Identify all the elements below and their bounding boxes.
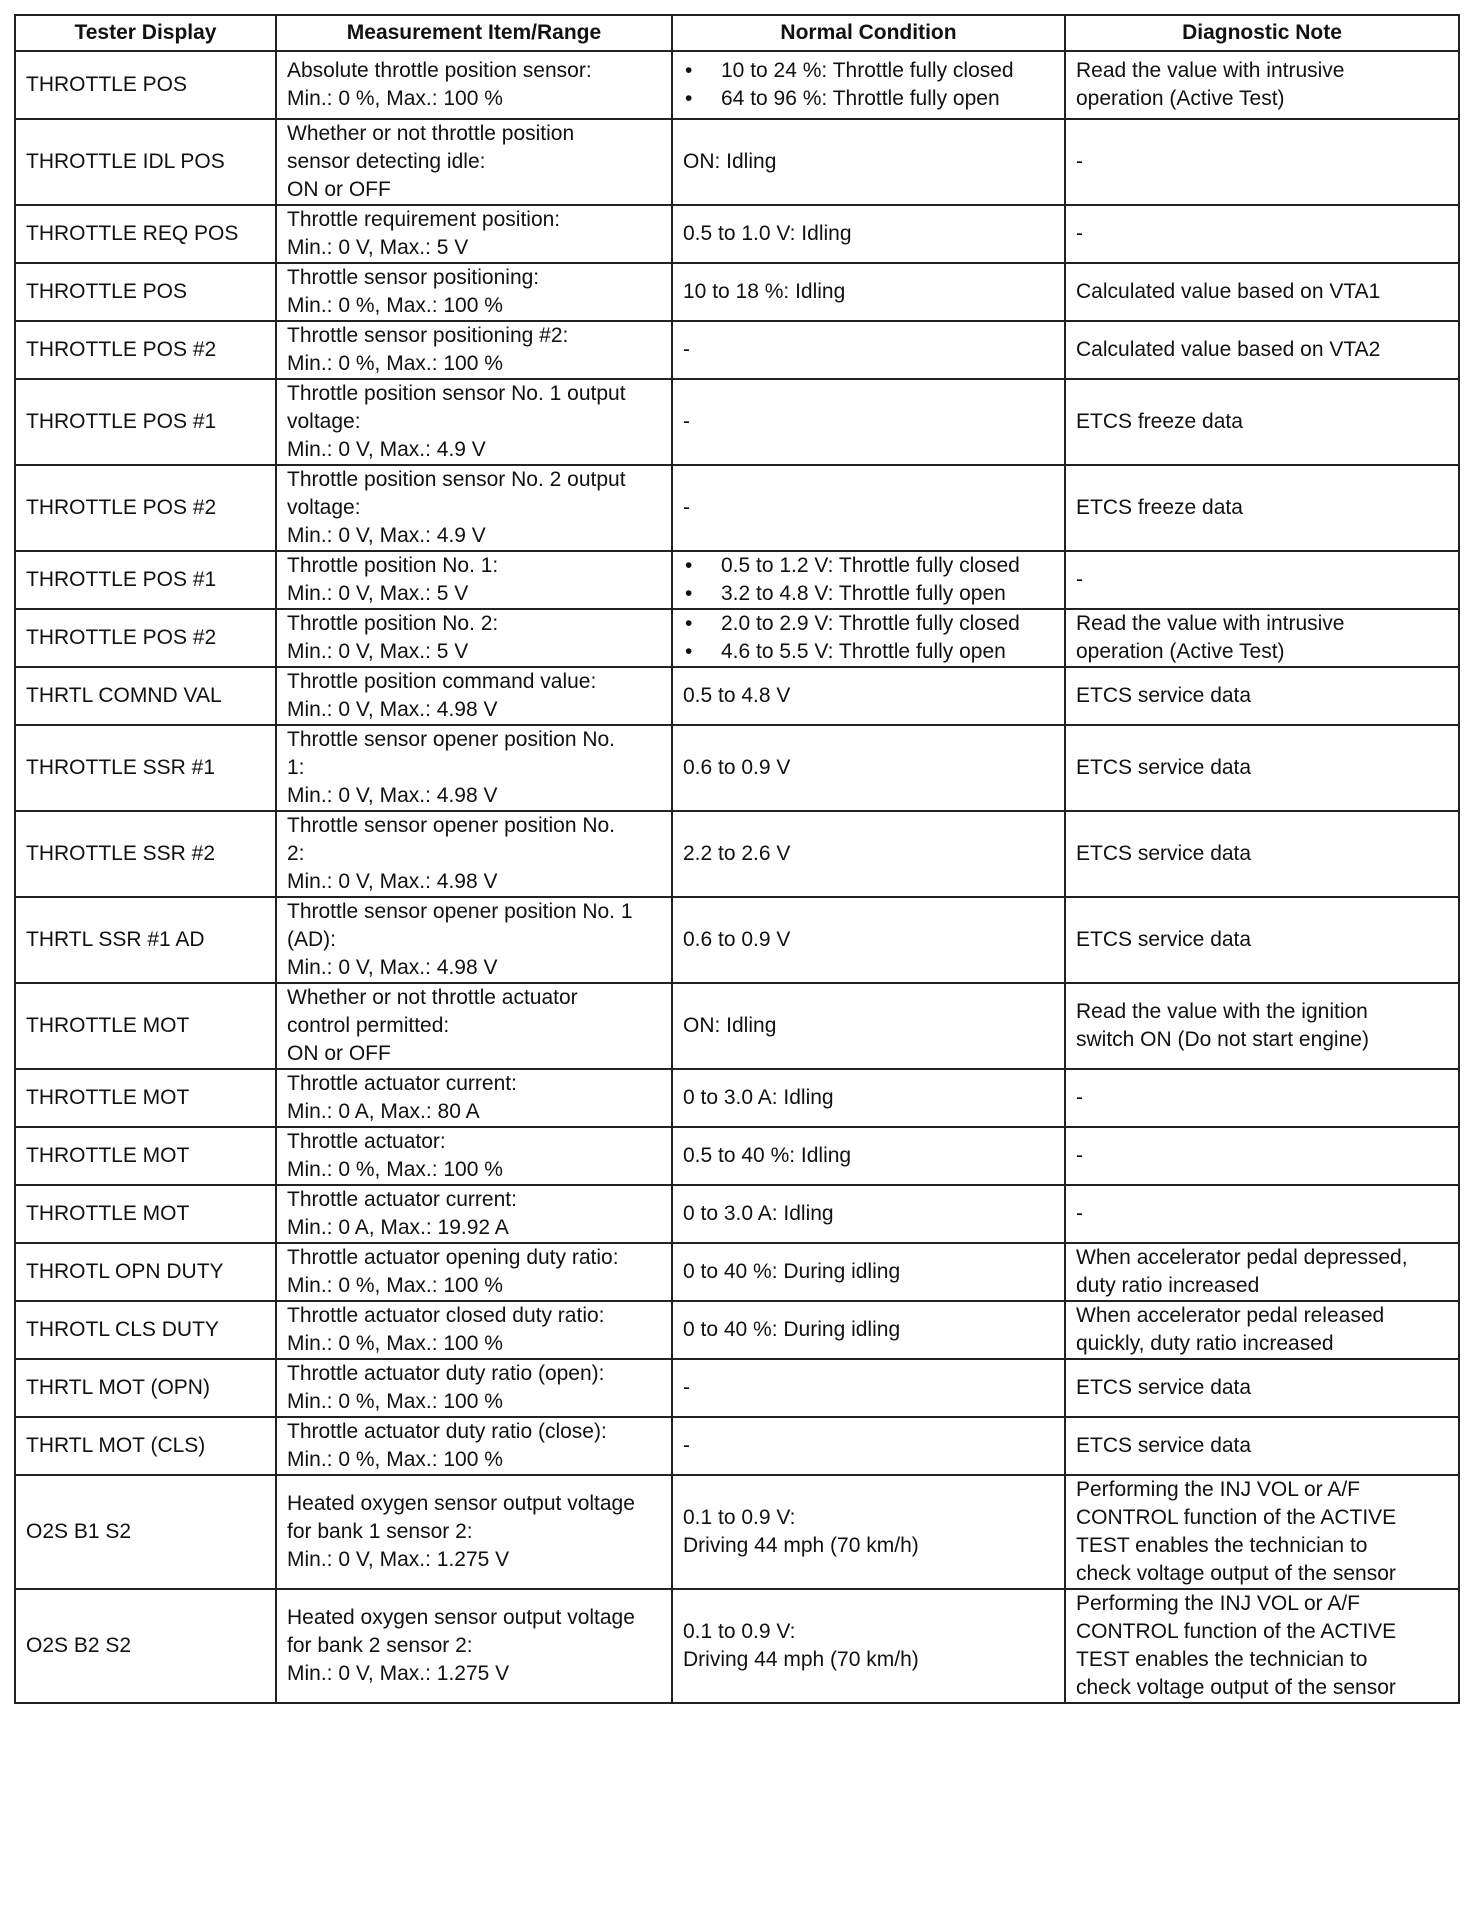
measurement-item-cell — [276, 51, 672, 119]
measurement-item-line: Absolute throttle position sensor: — [287, 59, 592, 82]
table-row — [15, 667, 1459, 725]
normal-condition-line: 0.5 to 40 %: Idling — [683, 1144, 852, 1167]
measurement-item-line: Throttle sensor opener position No. — [287, 814, 616, 837]
normal-condition-line: 10 to 18 %: Idling — [683, 280, 846, 303]
measurement-item-line: for bank 1 sensor 2: — [287, 1520, 473, 1543]
table-row — [15, 51, 1459, 119]
normal-condition-bullet: • 2.0 to 2.9 V: Throttle fully closed — [683, 610, 1054, 638]
normal-condition-line: Driving 44 mph (70 km/h) — [683, 1648, 919, 1671]
tester-display-cell: O2S B2 S2 — [15, 1589, 276, 1703]
table-row — [15, 725, 1459, 811]
diagnostic-note-line: - — [1076, 222, 1083, 245]
diagnostic-note-cell — [1065, 1301, 1459, 1359]
diagnostic-note-cell — [1065, 667, 1459, 725]
normal-condition-line: - — [683, 1376, 690, 1399]
diagnostic-note-line: ETCS service data — [1076, 1376, 1252, 1399]
normal-condition-bullet: • 3.2 to 4.8 V: Throttle fully open — [683, 580, 1054, 608]
normal-condition-cell — [672, 1185, 1065, 1243]
diagnostic-note-line: - — [1076, 150, 1083, 173]
measurement-item-cell — [276, 1243, 672, 1301]
measurement-item-line: Throttle position No. 2: — [287, 612, 499, 635]
normal-condition-cell — [672, 983, 1065, 1069]
diagnostic-note-line: CONTROL function of the ACTIVE — [1076, 1506, 1397, 1529]
measurement-item-line: ON or OFF — [287, 178, 391, 201]
measurement-item-line: Heated oxygen sensor output voltage — [287, 1492, 635, 1515]
header-normal-condition: Normal Condition — [672, 15, 1065, 51]
diagnostic-note-cell — [1065, 51, 1459, 119]
normal-condition-bullet-list — [683, 552, 1054, 608]
diagnostic-note-line: - — [1076, 568, 1083, 591]
normal-condition-bullet-list — [683, 610, 1054, 666]
measurement-item-line: Throttle sensor positioning #2: — [287, 324, 569, 347]
data-table-container — [14, 14, 1458, 1704]
measurement-item-line: Min.: 0 V, Max.: 1.275 V — [287, 1548, 510, 1571]
measurement-item-line: voltage: — [287, 496, 361, 519]
header-measurement-item: Measurement Item/Range — [276, 15, 672, 51]
tester-display-cell: THROTTLE SSR #2 — [15, 811, 276, 897]
diagnostic-note-line: ETCS service data — [1076, 684, 1252, 707]
normal-condition-cell — [672, 119, 1065, 205]
diagnostic-note-line: ETCS service data — [1076, 842, 1252, 865]
measurement-item-line: Min.: 0 A, Max.: 80 A — [287, 1100, 480, 1123]
measurement-item-line: Min.: 0 V, Max.: 4.9 V — [287, 438, 486, 461]
normal-condition-cell — [672, 1359, 1065, 1417]
diagnostic-note-line: switch ON (Do not start engine) — [1076, 1028, 1369, 1051]
diagnostic-note-cell — [1065, 263, 1459, 321]
tester-display-cell: THROTL OPN DUTY — [15, 1243, 276, 1301]
diagnostic-note-line: ETCS freeze data — [1076, 496, 1243, 519]
header-diagnostic-note: Diagnostic Note — [1065, 15, 1459, 51]
measurement-item-cell — [276, 811, 672, 897]
measurement-item-line: Min.: 0 %, Max.: 100 % — [287, 1448, 503, 1471]
measurement-item-line: Min.: 0 A, Max.: 19.92 A — [287, 1216, 509, 1239]
tester-display-cell: THROTTLE POS #2 — [15, 609, 276, 667]
measurement-item-cell — [276, 1589, 672, 1703]
normal-condition-line: 0.5 to 1.0 V: Idling — [683, 222, 852, 245]
normal-condition-cell — [672, 1475, 1065, 1589]
measurement-item-cell — [276, 1417, 672, 1475]
normal-condition-line: 0 to 3.0 A: Idling — [683, 1086, 834, 1109]
diagnostic-note-cell — [1065, 379, 1459, 465]
normal-condition-line: ON: Idling — [683, 150, 777, 173]
tester-display-cell: THROTTLE POS — [15, 263, 276, 321]
tester-display-cell: THRTL MOT (CLS) — [15, 1417, 276, 1475]
measurement-item-cell — [276, 609, 672, 667]
diagnostic-note-line: check voltage output of the sensor — [1076, 1676, 1396, 1699]
diagnostic-note-cell — [1065, 1589, 1459, 1703]
measurement-item-line: Throttle requirement position: — [287, 208, 561, 231]
data-list-table — [14, 14, 1460, 1704]
diagnostic-note-cell — [1065, 1243, 1459, 1301]
measurement-item-cell — [276, 1475, 672, 1589]
measurement-item-line: Throttle sensor opener position No. — [287, 728, 616, 751]
diagnostic-note-cell — [1065, 983, 1459, 1069]
tester-display-cell: THROTTLE IDL POS — [15, 119, 276, 205]
measurement-item-line: Throttle position sensor No. 2 output — [287, 468, 626, 491]
table-row — [15, 1069, 1459, 1127]
table-header-row — [15, 15, 1459, 51]
diagnostic-note-line: TEST enables the technician to — [1076, 1534, 1368, 1557]
diagnostic-note-line: ETCS service data — [1076, 1434, 1252, 1457]
diagnostic-note-line: Read the value with the ignition — [1076, 1000, 1368, 1023]
measurement-item-line: voltage: — [287, 410, 361, 433]
measurement-item-line: Throttle position No. 1: — [287, 554, 499, 577]
measurement-item-line: Min.: 0 %, Max.: 100 % — [287, 87, 503, 110]
tester-display-cell: THROTTLE POS #2 — [15, 321, 276, 379]
tester-display-cell: THROTTLE MOT — [15, 1185, 276, 1243]
normal-condition-cell — [672, 321, 1065, 379]
normal-condition-cell — [672, 1243, 1065, 1301]
table-row — [15, 379, 1459, 465]
measurement-item-cell — [276, 551, 672, 609]
diagnostic-note-line: - — [1076, 1202, 1083, 1225]
table-row — [15, 983, 1459, 1069]
measurement-item-line: Throttle sensor positioning: — [287, 266, 540, 289]
measurement-item-cell — [276, 1359, 672, 1417]
normal-condition-line: 0.6 to 0.9 V — [683, 756, 791, 779]
header-tester-display: Tester Display — [15, 15, 276, 51]
diagnostic-note-line: When accelerator pedal released — [1076, 1304, 1385, 1327]
measurement-item-line: Throttle actuator duty ratio (open): — [287, 1362, 605, 1385]
diagnostic-note-cell — [1065, 1185, 1459, 1243]
measurement-item-line: Min.: 0 V, Max.: 4.98 V — [287, 698, 498, 721]
measurement-item-line: Min.: 0 %, Max.: 100 % — [287, 294, 503, 317]
measurement-item-line: Min.: 0 V, Max.: 5 V — [287, 236, 469, 259]
diagnostic-note-cell — [1065, 1359, 1459, 1417]
diagnostic-note-cell — [1065, 205, 1459, 263]
normal-condition-cell — [672, 263, 1065, 321]
normal-condition-cell — [672, 1589, 1065, 1703]
table-row — [15, 1185, 1459, 1243]
normal-condition-bullet-list — [683, 57, 1054, 113]
measurement-item-cell — [276, 1301, 672, 1359]
normal-condition-cell — [672, 667, 1065, 725]
measurement-item-cell — [276, 1185, 672, 1243]
normal-condition-cell — [672, 465, 1065, 551]
measurement-item-cell — [276, 1127, 672, 1185]
tester-display-cell: THROTL CLS DUTY — [15, 1301, 276, 1359]
diagnostic-note-line: Calculated value based on VTA2 — [1076, 338, 1381, 361]
normal-condition-bullet: • 4.6 to 5.5 V: Throttle fully open — [683, 638, 1054, 666]
diagnostic-note-cell — [1065, 609, 1459, 667]
normal-condition-line: - — [683, 338, 690, 361]
normal-condition-line: - — [683, 496, 690, 519]
measurement-item-line: Min.: 0 %, Max.: 100 % — [287, 1158, 503, 1181]
diagnostic-note-cell — [1065, 811, 1459, 897]
diagnostic-note-cell — [1065, 321, 1459, 379]
diagnostic-note-line: ETCS freeze data — [1076, 410, 1243, 433]
measurement-item-line: sensor detecting idle: — [287, 150, 486, 173]
diagnostic-note-line: operation (Active Test) — [1076, 640, 1285, 663]
tester-display-cell: THRTL MOT (OPN) — [15, 1359, 276, 1417]
diagnostic-note-line: ETCS service data — [1076, 928, 1252, 951]
measurement-item-cell — [276, 263, 672, 321]
measurement-item-line: Min.: 0 %, Max.: 100 % — [287, 1332, 503, 1355]
table-row — [15, 465, 1459, 551]
diagnostic-note-cell — [1065, 897, 1459, 983]
tester-display-cell: O2S B1 S2 — [15, 1475, 276, 1589]
diagnostic-note-line: Performing the INJ VOL or A/F — [1076, 1592, 1360, 1615]
table-row — [15, 1589, 1459, 1703]
tester-display-cell: THROTTLE MOT — [15, 983, 276, 1069]
measurement-item-line: 2: — [287, 842, 305, 865]
measurement-item-line: Throttle actuator opening duty ratio: — [287, 1246, 619, 1269]
measurement-item-line: Throttle actuator: — [287, 1130, 446, 1153]
measurement-item-line: Throttle sensor opener position No. 1 — [287, 900, 633, 923]
normal-condition-line: 0 to 40 %: During idling — [683, 1260, 901, 1283]
diagnostic-note-cell — [1065, 119, 1459, 205]
normal-condition-line: ON: Idling — [683, 1014, 777, 1037]
normal-condition-cell — [672, 811, 1065, 897]
normal-condition-cell — [672, 551, 1065, 609]
normal-condition-cell — [672, 609, 1065, 667]
normal-condition-cell — [672, 51, 1065, 119]
diagnostic-note-cell — [1065, 1475, 1459, 1589]
measurement-item-cell — [276, 321, 672, 379]
table-row — [15, 551, 1459, 609]
normal-condition-cell — [672, 1301, 1065, 1359]
measurement-item-line: Min.: 0 V, Max.: 4.98 V — [287, 956, 498, 979]
measurement-item-line: control permitted: — [287, 1014, 450, 1037]
table-row — [15, 1359, 1459, 1417]
measurement-item-line: Throttle position command value: — [287, 670, 597, 693]
normal-condition-line: - — [683, 1434, 690, 1457]
normal-condition-cell — [672, 379, 1065, 465]
diagnostic-note-cell — [1065, 551, 1459, 609]
measurement-item-line: Min.: 0 V, Max.: 5 V — [287, 640, 469, 663]
normal-condition-line: 0.1 to 0.9 V: — [683, 1506, 796, 1529]
diagnostic-note-cell — [1065, 1069, 1459, 1127]
table-row — [15, 609, 1459, 667]
table-row — [15, 1243, 1459, 1301]
table-row — [15, 1417, 1459, 1475]
measurement-item-line: Min.: 0 V, Max.: 4.98 V — [287, 870, 498, 893]
normal-condition-cell — [672, 725, 1065, 811]
measurement-item-line: for bank 2 sensor 2: — [287, 1634, 473, 1657]
diagnostic-note-line: check voltage output of the sensor — [1076, 1562, 1396, 1585]
diagnostic-note-cell — [1065, 465, 1459, 551]
diagnostic-note-line: duty ratio increased — [1076, 1274, 1260, 1297]
measurement-item-line: Min.: 0 V, Max.: 4.9 V — [287, 524, 486, 547]
measurement-item-line: Heated oxygen sensor output voltage — [287, 1606, 635, 1629]
normal-condition-cell — [672, 1417, 1065, 1475]
measurement-item-cell — [276, 1069, 672, 1127]
diagnostic-note-cell — [1065, 1127, 1459, 1185]
diagnostic-note-line: - — [1076, 1144, 1083, 1167]
table-row — [15, 1127, 1459, 1185]
normal-condition-cell — [672, 1127, 1065, 1185]
measurement-item-line: Min.: 0 %, Max.: 100 % — [287, 1274, 503, 1297]
table-row — [15, 321, 1459, 379]
measurement-item-cell — [276, 983, 672, 1069]
normal-condition-line: 0 to 40 %: During idling — [683, 1318, 901, 1341]
tester-display-cell: THROTTLE POS #2 — [15, 465, 276, 551]
measurement-item-line: Throttle position sensor No. 1 output — [287, 382, 626, 405]
measurement-item-line: (AD): — [287, 928, 336, 951]
table-row — [15, 263, 1459, 321]
measurement-item-cell — [276, 205, 672, 263]
normal-condition-line: - — [683, 410, 690, 433]
measurement-item-line: Throttle actuator current: — [287, 1072, 517, 1095]
measurement-item-line: Min.: 0 V, Max.: 1.275 V — [287, 1662, 510, 1685]
tester-display-cell: THROTTLE MOT — [15, 1069, 276, 1127]
tester-display-cell: THRTL SSR #1 AD — [15, 897, 276, 983]
normal-condition-line: Driving 44 mph (70 km/h) — [683, 1534, 919, 1557]
table-row — [15, 1301, 1459, 1359]
tester-display-cell: THROTTLE MOT — [15, 1127, 276, 1185]
measurement-item-line: 1: — [287, 756, 305, 779]
normal-condition-cell — [672, 897, 1065, 983]
measurement-item-line: Min.: 0 V, Max.: 4.98 V — [287, 784, 498, 807]
normal-condition-line: 0.6 to 0.9 V — [683, 928, 791, 951]
normal-condition-line: 2.2 to 2.6 V — [683, 842, 791, 865]
table-row — [15, 811, 1459, 897]
tester-display-cell: THROTTLE POS — [15, 51, 276, 119]
measurement-item-line: Min.: 0 %, Max.: 100 % — [287, 352, 503, 375]
diagnostic-note-line: When accelerator pedal depressed, — [1076, 1246, 1408, 1269]
measurement-item-line: Throttle actuator closed duty ratio: — [287, 1304, 605, 1327]
measurement-item-cell — [276, 725, 672, 811]
tester-display-cell: THROTTLE POS #1 — [15, 379, 276, 465]
normal-condition-line: 0 to 3.0 A: Idling — [683, 1202, 834, 1225]
diagnostic-note-line: TEST enables the technician to — [1076, 1648, 1368, 1671]
diagnostic-note-line: Read the value with intrusive — [1076, 612, 1345, 635]
measurement-item-cell — [276, 667, 672, 725]
table-row — [15, 1475, 1459, 1589]
tester-display-cell: THROTTLE POS #1 — [15, 551, 276, 609]
diagnostic-note-cell — [1065, 1417, 1459, 1475]
table-row — [15, 119, 1459, 205]
measurement-item-line: Min.: 0 V, Max.: 5 V — [287, 582, 469, 605]
diagnostic-note-line: Read the value with intrusive — [1076, 59, 1345, 82]
table-row — [15, 897, 1459, 983]
measurement-item-line: Whether or not throttle position — [287, 122, 575, 145]
diagnostic-note-line: - — [1076, 1086, 1083, 1109]
tester-display-cell: THRTL COMND VAL — [15, 667, 276, 725]
diagnostic-note-cell — [1065, 725, 1459, 811]
normal-condition-line: 0.5 to 4.8 V — [683, 684, 791, 707]
measurement-item-cell — [276, 465, 672, 551]
measurement-item-line: ON or OFF — [287, 1042, 391, 1065]
normal-condition-bullet: • 10 to 24 %: Throttle fully closed — [683, 57, 1054, 85]
normal-condition-bullet: • 64 to 96 %: Throttle fully open — [683, 85, 1054, 113]
normal-condition-line: 0.1 to 0.9 V: — [683, 1620, 796, 1643]
tester-display-cell: THROTTLE REQ POS — [15, 205, 276, 263]
measurement-item-line: Throttle actuator duty ratio (close): — [287, 1420, 607, 1443]
diagnostic-note-line: quickly, duty ratio increased — [1076, 1332, 1334, 1355]
tester-display-cell: THROTTLE SSR #1 — [15, 725, 276, 811]
measurement-item-cell — [276, 119, 672, 205]
normal-condition-cell — [672, 205, 1065, 263]
measurement-item-cell — [276, 897, 672, 983]
diagnostic-note-line: ETCS service data — [1076, 756, 1252, 779]
normal-condition-bullet: • 0.5 to 1.2 V: Throttle fully closed — [683, 552, 1054, 580]
measurement-item-line: Whether or not throttle actuator — [287, 986, 578, 1009]
table-body — [15, 51, 1459, 1703]
normal-condition-cell — [672, 1069, 1065, 1127]
diagnostic-note-line: Performing the INJ VOL or A/F — [1076, 1478, 1360, 1501]
diagnostic-note-line: operation (Active Test) — [1076, 87, 1285, 110]
measurement-item-line: Min.: 0 %, Max.: 100 % — [287, 1390, 503, 1413]
table-row — [15, 205, 1459, 263]
measurement-item-line: Throttle actuator current: — [287, 1188, 517, 1211]
diagnostic-note-line: Calculated value based on VTA1 — [1076, 280, 1381, 303]
measurement-item-cell — [276, 379, 672, 465]
diagnostic-note-line: CONTROL function of the ACTIVE — [1076, 1620, 1397, 1643]
